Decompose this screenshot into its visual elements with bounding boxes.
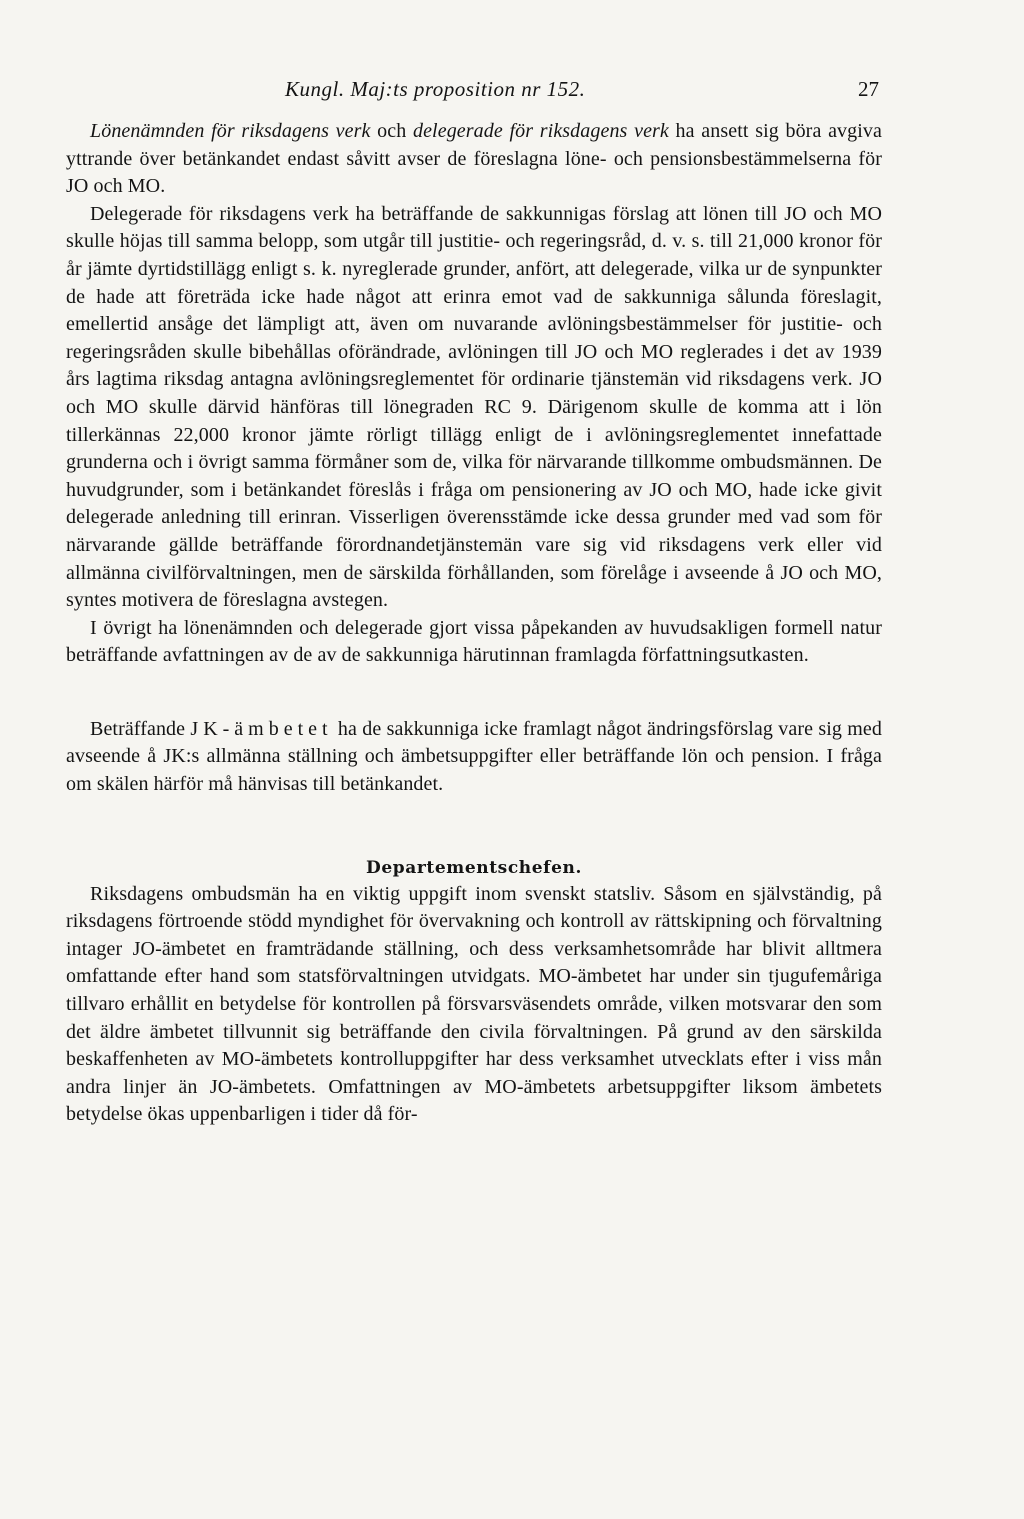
body-text: [66, 118, 882, 1129]
running-header: [0, 74, 1024, 104]
page-number: 27: [858, 77, 879, 101]
lead-italic-delegerade: delegerade för riksdagens verk: [412, 120, 669, 142]
section-gap: [66, 670, 882, 716]
section-heading: Departementschefen.: [365, 857, 582, 878]
lead-conjunction: och: [370, 120, 413, 142]
paragraph-delegerade: Delegerade för riksdagens verk ha beträffande de sakkunnigas förslag att lönen till JO och MO skulle höjas till samma belopp, som utgår till justitie- och regeringsråd, d. v. s. till 21,000 kronor för år jämte dyrtidstillägg enligt s. k. nyreglerade grunder, anfört, att delegerade, vilka ur de synpunkter de hade att företräda icke hade något att erinra emot vad de sakkunniga sålunda föreslagit, emellertid ansåge det lämpligt att, även om nuvarande avlöningsbestämmelser för justitie- och regeringsråden skulle bibehållas oförändrade, avlöningen till JO och MO reglerades i det av 1939 års lagtima riksdag antagna avlöningsreglementet för ordinarie tjänstemän vid riksdagens verk. JO och MO skulle därvid hänföras till lönegraden RC 9. Därigenom skulle de komma att i lön tillerkännas 22,000 kronor jämte rörligt tillägg enligt de i avlöningsreglementet innefattade grunderna och i övrigt samma förmåner som de, vilka för närvarande tillkomme ombudsmännen. De huvudgrunder, som i betänkandet föreslås i fråga om pensionering av JO och MO, hade icke givit delegerade anledning till erinran. Visserligen överensstämde icke dessa grunder med vad som för närvarande gällde beträffande förordnandetjänstemän vare sig vid riksdagens verk eller vid allmänna civilförvaltningen, men de särskilda förhållanden, som förelåge i avseende å JO och MO, syntes motivera de föreslagna avstegen.: [66, 202, 882, 612]
paragraph-text: ha ansett sig böra avgiva yttrande över betänkandet endast såvitt avser de föreslagna löne- och pensionsbestämmelserna för JO och MO.: [66, 120, 882, 198]
paragraph-text: ha de sakkunniga icke framlagt något ändringsförslag vare sig med avseende å JK:s allmänna ställning och ämbetsuppgifter eller beträffande lön och pension. I fråga om skälen härför må hänvisas till betänkandet.: [66, 717, 882, 796]
paragraph-departementschefen: Riksdagens ombudsmän ha en viktig uppgift inom svenskt statsliv. Såsom en självständig, på riksdagens förtroende stödd myndighet för övervakning och kontroll av rättskipning och förvaltning intager JO-ämbetet en framträdande ställning, och dess verksamhetsområde har blivit alltmera omfattande efter hand som statsförvaltningen utvidgats. MO-ämbetet har under sin tjugufemåriga tillvaro erhållit en betydelse för kontrollen på försvarsväsendets område, vilken motsvarar den som det äldre ämbetet tillvunnit sig beträffande den civila förvaltningen. På grund av den särskilda beskaffenheten av MO-ämbetets kontrolluppgifter har dess verksamhet utvecklats efter i viss mån andra linjer än JO-ämbetets. Omfattningen av MO-ämbetets arbetsuppgifter liksom ämbetets betydelse ökas uppenbarligen i tider då för-: [66, 882, 882, 1126]
header-title: Kungl. Maj:ts proposition nr 152.: [285, 77, 586, 101]
paragraph-jk: [66, 716, 882, 799]
paragraph-ovrigt: I övrigt ha lönenämnden och delegerade gjort vissa påpekanden av huvudsakligen formell natur beträffande avfattningen av de av de sakkunniga härutinnan framlagda författningsutkasten.: [66, 616, 882, 667]
lead-italic-lonenamnden: Lönenämnden för riksdagens verk: [90, 120, 371, 142]
spaced-term-jk: JK-ämbetet: [190, 717, 333, 740]
lead-text: Beträffande: [90, 717, 191, 740]
paragraph-remiss: [66, 118, 882, 201]
